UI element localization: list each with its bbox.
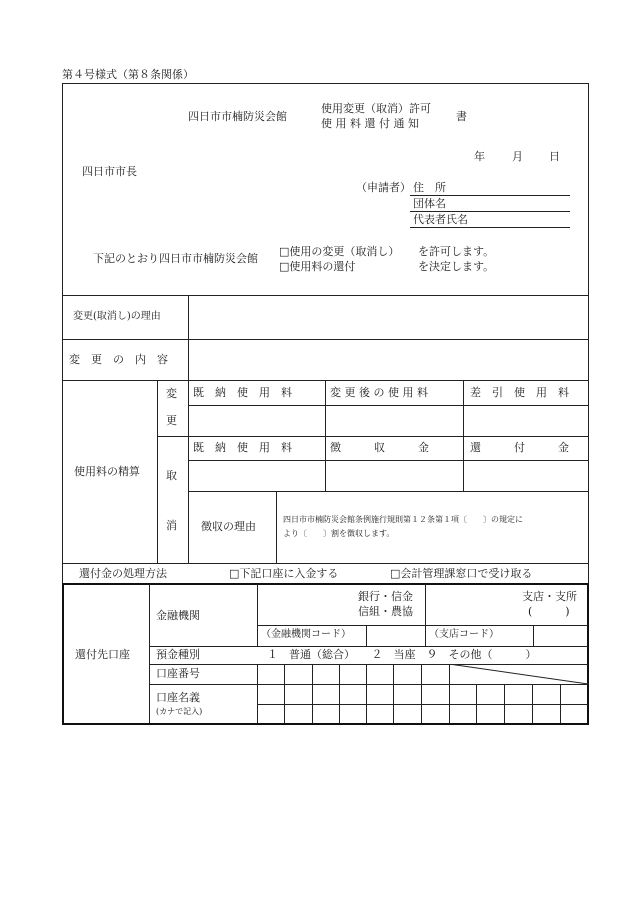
notice-option-refund[interactable]: □使用料の還付 bbox=[279, 260, 356, 273]
title-line-1: 使用変更（取消）許可 bbox=[321, 102, 431, 115]
rep-line bbox=[410, 227, 570, 228]
divider bbox=[157, 380, 158, 563]
collect-reason-text-1: 四日市市楠防災会館条例施行規則第１２条第１項〔 〕の規定に bbox=[283, 515, 523, 524]
branch-code-label: （支店コード） bbox=[429, 629, 499, 640]
address-label[interactable]: 住 所 bbox=[413, 181, 446, 194]
divider bbox=[587, 583, 589, 724]
divider bbox=[463, 380, 464, 491]
cancel-char-2: 消 bbox=[166, 519, 177, 532]
account-number-label: 口座番号 bbox=[156, 667, 200, 680]
divider bbox=[62, 563, 589, 564]
divider bbox=[62, 339, 589, 340]
divider bbox=[149, 584, 150, 723]
divider bbox=[560, 684, 561, 723]
col-diff-fee: 差 引 使 用 料 bbox=[470, 386, 569, 399]
divider bbox=[312, 664, 313, 723]
fee-label: 使用料の精算 bbox=[74, 465, 140, 478]
divider bbox=[504, 684, 505, 723]
notice-option-change[interactable]: □使用の変更（取消し） bbox=[279, 245, 400, 258]
notice-result-permit: を許可します。 bbox=[418, 245, 495, 258]
divider bbox=[188, 405, 589, 406]
account-name-note: (カナで記入) bbox=[156, 707, 203, 716]
divider bbox=[188, 295, 189, 563]
change-char-2: 更 bbox=[166, 414, 177, 427]
cancel-char-1: 取 bbox=[166, 469, 177, 482]
col-paid-fee: 既 納 使 用 料 bbox=[193, 386, 292, 399]
col-refund: 還 付 金 bbox=[470, 441, 569, 454]
divider bbox=[257, 664, 258, 723]
branch-paren: ( ) bbox=[528, 605, 570, 618]
bank-code-label: （金融機関コード） bbox=[261, 629, 351, 640]
date-month: 月 bbox=[512, 150, 523, 163]
divider bbox=[257, 625, 588, 626]
divider bbox=[284, 664, 285, 723]
divider bbox=[257, 704, 588, 705]
divider bbox=[366, 664, 367, 723]
title-suffix: 書 bbox=[456, 110, 467, 123]
divider bbox=[62, 583, 64, 724]
collect-reason-text-2: より〔 〕割を徴収します。 bbox=[283, 529, 395, 538]
divider bbox=[421, 664, 422, 723]
divider bbox=[325, 380, 326, 491]
account-number-diagonal bbox=[449, 664, 589, 685]
divider bbox=[62, 723, 589, 725]
divider bbox=[532, 684, 533, 723]
rep-label[interactable]: 代表者氏名 bbox=[413, 213, 468, 226]
deposit-type-label: 預金種別 bbox=[156, 648, 200, 661]
collect-reason-label: 徴収の理由 bbox=[201, 520, 256, 533]
notice-lead: 下記のとおり四日市市楠防災会館 bbox=[93, 252, 258, 265]
divider bbox=[149, 646, 588, 647]
divider bbox=[62, 295, 589, 296]
divider bbox=[188, 491, 589, 492]
divider bbox=[393, 664, 394, 723]
divider bbox=[157, 436, 589, 437]
form-number: 第４号様式（第８条関係） bbox=[62, 68, 194, 81]
col-paid-fee-2: 既 納 使 用 料 bbox=[193, 441, 292, 454]
col-collect: 徴 収 金 bbox=[330, 441, 429, 454]
divider bbox=[533, 625, 534, 646]
date-year: 年 bbox=[474, 150, 485, 163]
change-char-1: 変 bbox=[166, 387, 177, 400]
divider bbox=[339, 664, 340, 723]
branch-types[interactable]: 支店・支所 bbox=[522, 590, 577, 603]
refund-option-counter[interactable]: □会計管理課窓口で受け取る bbox=[390, 567, 533, 580]
reason-label: 変更(取消し)の理由 bbox=[73, 311, 161, 322]
bank-types-1[interactable]: 銀行・信金 bbox=[358, 590, 413, 603]
divider bbox=[276, 491, 277, 563]
content-label: 変 更 の 内 容 bbox=[69, 353, 168, 366]
title-line-2: 使 用 料 還 付 通 知 bbox=[321, 117, 419, 130]
bank-label: 金融機関 bbox=[156, 609, 200, 622]
divider bbox=[366, 625, 367, 646]
bank-types-2[interactable]: 信組・農協 bbox=[358, 605, 413, 618]
org-line bbox=[410, 211, 570, 212]
deposit-type-options[interactable]: １ 普通（総合） ２ 当座 ９ その他（ ） bbox=[267, 648, 537, 661]
facility-name: 四日市市楠防災会館 bbox=[188, 110, 287, 123]
applicant-label: （申請者） bbox=[356, 181, 411, 194]
account-name-label: 口座名義 bbox=[156, 691, 200, 704]
divider bbox=[476, 684, 477, 723]
address-line bbox=[410, 195, 570, 196]
notice-result-decide: を決定します。 bbox=[418, 260, 495, 273]
col-after-fee: 変 更 後 の 使 用 料 bbox=[330, 386, 428, 399]
divider bbox=[188, 460, 589, 461]
refund-option-deposit[interactable]: □下記口座に入金する bbox=[229, 567, 339, 580]
date-day: 日 bbox=[549, 150, 560, 163]
account-label: 還付先口座 bbox=[75, 648, 130, 661]
divider bbox=[425, 584, 426, 646]
org-label[interactable]: 団体名 bbox=[413, 197, 446, 210]
addressee: 四日市市長 bbox=[82, 165, 137, 178]
refund-method-label: 還付金の処理方法 bbox=[79, 567, 167, 580]
divider bbox=[62, 583, 589, 585]
divider bbox=[257, 584, 258, 646]
